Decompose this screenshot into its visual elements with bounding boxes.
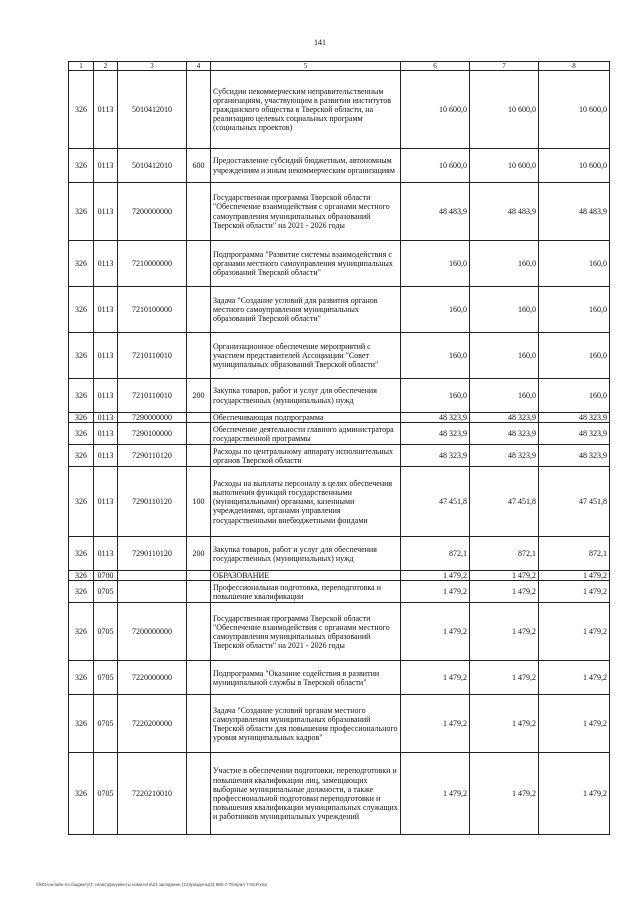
expense-type-code [187, 661, 211, 695]
amount-2025: 1 479,2 [470, 571, 539, 581]
kvsr-code: 326 [69, 379, 94, 413]
amount-2026: 160,0 [539, 287, 610, 333]
item-description: Задача "Создание условий для развития органов местного самоуправления муниципальных образований Тверской области" [211, 287, 401, 333]
expense-type-code [187, 413, 211, 423]
amount-2025: 1 479,2 [470, 581, 539, 603]
expense-type-code [187, 183, 211, 241]
kvsr-code: 326 [69, 333, 94, 379]
section-code: 0113 [94, 445, 118, 467]
table-row [69, 71, 610, 149]
expense-type-code [187, 333, 211, 379]
section-code: 0113 [94, 467, 118, 537]
expense-type-code [187, 71, 211, 149]
file-path-footer: \\fs01\онлайн-по бюджету\Т сеанс\Документы комитета\23 заседание (12)\разделы(2) 980-7-75\прил 7-8СР.xlsx [36, 882, 268, 887]
section-code: 0113 [94, 423, 118, 445]
amount-2024: 1 479,2 [401, 603, 470, 661]
table-row [69, 413, 610, 423]
target-code: 7290110120 [118, 467, 187, 537]
amount-2026: 48 323,9 [539, 445, 610, 467]
table-row [69, 571, 610, 581]
expense-type-code: 200 [187, 537, 211, 571]
kvsr-code: 326 [69, 581, 94, 603]
amount-2025: 48 483,9 [470, 183, 539, 241]
amount-2024: 48 323,9 [401, 445, 470, 467]
section-code: 0113 [94, 379, 118, 413]
amount-2026: 1 479,2 [539, 695, 610, 753]
item-description: Участие в обеспечении подготовки, переподготовки и повышения квалификации лиц, замещающих выборные муниципальные должности, а также профессиональной подготовки переподготовки и повышения квалификации муниципальных служащих и работников муниципальных учреждений [211, 753, 401, 835]
amount-2025: 47 451,8 [470, 467, 539, 537]
table-row [69, 379, 610, 413]
target-code: 7290100000 [118, 423, 187, 445]
section-code: 0113 [94, 537, 118, 571]
amount-2024: 1 479,2 [401, 695, 470, 753]
table-row [69, 333, 610, 379]
table-row [69, 149, 610, 183]
section-code: 0705 [94, 603, 118, 661]
col-header: 8 [539, 62, 610, 71]
table-row [69, 603, 610, 661]
item-description: Обеспечение деятельности главного администратора государственной программы [211, 423, 401, 445]
amount-2026: 10 600,0 [539, 71, 610, 149]
amount-2026: 48 483,9 [539, 183, 610, 241]
target-code: 7290110120 [118, 537, 187, 571]
expense-type-code: 100 [187, 467, 211, 537]
kvsr-code: 326 [69, 287, 94, 333]
amount-2025: 872,1 [470, 537, 539, 571]
amount-2026: 48 323,9 [539, 413, 610, 423]
amount-2025: 1 479,2 [470, 695, 539, 753]
section-code: 0113 [94, 149, 118, 183]
expense-type-code [187, 445, 211, 467]
item-description: Государственная программа Тверской области "Обеспечение взаимодействия с органами местного самоуправления муниципальных образований Тверской области" на 2021 - 2026 годы [211, 183, 401, 241]
section-code: 0705 [94, 753, 118, 835]
target-code: 7220200000 [118, 695, 187, 753]
target-code [118, 571, 187, 581]
table-row [69, 467, 610, 537]
target-code: 5010412010 [118, 149, 187, 183]
item-description: Закупка товаров, работ и услуг для обеспечения государственных (муниципальных) нужд [211, 537, 401, 571]
col-header: 5 [211, 62, 401, 71]
target-code: 7210000000 [118, 241, 187, 287]
amount-2024: 1 479,2 [401, 581, 470, 603]
amount-2024: 872,1 [401, 537, 470, 571]
column-number-row [69, 62, 610, 71]
kvsr-code: 326 [69, 603, 94, 661]
col-header: 7 [470, 62, 539, 71]
amount-2024: 48 483,9 [401, 183, 470, 241]
kvsr-code: 326 [69, 241, 94, 287]
table-row [69, 183, 610, 241]
section-code: 0113 [94, 183, 118, 241]
amount-2026: 10 600,0 [539, 149, 610, 183]
amount-2026: 1 479,2 [539, 753, 610, 835]
section-code: 0113 [94, 413, 118, 423]
item-description: Подпрограмма "Оказание содействия в развитии муниципальной службы в Тверской области" [211, 661, 401, 695]
amount-2026: 160,0 [539, 333, 610, 379]
page-number: 141 [314, 38, 326, 47]
target-code [118, 581, 187, 603]
item-description: ОБРАЗОВАНИЕ [211, 571, 401, 581]
amount-2024: 1 479,2 [401, 753, 470, 835]
target-code: 7220000000 [118, 661, 187, 695]
item-description: Подпрограмма "Развитие системы взаимодействия с органами местного самоуправления муниципальных образований Тверской области" [211, 241, 401, 287]
target-code: 7290110120 [118, 445, 187, 467]
section-code: 0705 [94, 581, 118, 603]
item-description: Профессиональная подготовка, переподготовка и повышение квалификации [211, 581, 401, 603]
target-code: 7220210010 [118, 753, 187, 835]
kvsr-code: 326 [69, 71, 94, 149]
amount-2025: 10 600,0 [470, 149, 539, 183]
amount-2026: 1 479,2 [539, 603, 610, 661]
item-description: Задача "Создание условий органам местного самоуправления муниципальных образований Тверской области для повышения профессионального уровня муниципальных кадров" [211, 695, 401, 753]
section-code: 0113 [94, 241, 118, 287]
expense-type-code [187, 571, 211, 581]
expense-type-code [187, 753, 211, 835]
target-code: 7210110010 [118, 333, 187, 379]
expense-type-code [187, 695, 211, 753]
col-header: 4 [187, 62, 211, 71]
item-description: Предоставление субсидий бюджетным, автономным учреждениям и иным некоммерческим организациям [211, 149, 401, 183]
amount-2025: 10 600,0 [470, 71, 539, 149]
section-code: 0705 [94, 695, 118, 753]
amount-2024: 160,0 [401, 287, 470, 333]
table-row [69, 445, 610, 467]
amount-2024: 1 479,2 [401, 661, 470, 695]
kvsr-code: 326 [69, 571, 94, 581]
amount-2024: 10 600,0 [401, 149, 470, 183]
section-code: 0113 [94, 287, 118, 333]
table-row [69, 581, 610, 603]
budget-table [68, 61, 610, 835]
amount-2025: 48 323,9 [470, 423, 539, 445]
kvsr-code: 326 [69, 695, 94, 753]
target-code: 7200000000 [118, 603, 187, 661]
target-code: 7200000000 [118, 183, 187, 241]
item-description: Организационное обеспечение мероприятий с участием представителей Ассоциации "Совет муниципальных образований Тверской области" [211, 333, 401, 379]
amount-2024: 48 323,9 [401, 413, 470, 423]
expense-type-code [187, 423, 211, 445]
item-description: Обеспечивающая подпрограмма [211, 413, 401, 423]
table-row [69, 753, 610, 835]
kvsr-code: 326 [69, 423, 94, 445]
target-code: 7290000000 [118, 413, 187, 423]
amount-2025: 1 479,2 [470, 753, 539, 835]
section-code: 0700 [94, 571, 118, 581]
section-code: 0705 [94, 661, 118, 695]
amount-2026: 160,0 [539, 379, 610, 413]
kvsr-code: 326 [69, 467, 94, 537]
expense-type-code: 600 [187, 149, 211, 183]
amount-2026: 872,1 [539, 537, 610, 571]
item-description: Расходы по центральному аппарату исполнительных органов Тверской области [211, 445, 401, 467]
target-code: 7210100000 [118, 287, 187, 333]
kvsr-code: 326 [69, 183, 94, 241]
amount-2026: 47 451,8 [539, 467, 610, 537]
amount-2024: 160,0 [401, 241, 470, 287]
table-row [69, 241, 610, 287]
kvsr-code: 326 [69, 413, 94, 423]
target-code: 5010412010 [118, 71, 187, 149]
item-description: Субсидии некоммерческим неправительственным организациям, участвующим в развитии институтов гражданского общества в Тверской области, на реализацию целевых социальных программ (социальных проектов) [211, 71, 401, 149]
expense-type-code [187, 287, 211, 333]
expense-type-code [187, 241, 211, 287]
expense-type-code: 200 [187, 379, 211, 413]
target-code: 7210110010 [118, 379, 187, 413]
col-header: 6 [401, 62, 470, 71]
kvsr-code: 326 [69, 445, 94, 467]
col-header: 3 [118, 62, 187, 71]
kvsr-code: 326 [69, 537, 94, 571]
table-row [69, 537, 610, 571]
amount-2025: 1 479,2 [470, 661, 539, 695]
kvsr-code: 326 [69, 149, 94, 183]
section-code: 0113 [94, 333, 118, 379]
amount-2026: 1 479,2 [539, 661, 610, 695]
col-header: 2 [94, 62, 118, 71]
amount-2026: 48 323,9 [539, 423, 610, 445]
amount-2024: 1 479,2 [401, 571, 470, 581]
table-row [69, 695, 610, 753]
item-description: Расходы на выплаты персоналу в целях обеспечения выполнения функций государственными (муниципальными) органами, казенными учреждениями, органами управления государственными внебюджетными фондами [211, 467, 401, 537]
amount-2025: 1 479,2 [470, 603, 539, 661]
expense-type-code [187, 581, 211, 603]
kvsr-code: 326 [69, 753, 94, 835]
amount-2026: 160,0 [539, 241, 610, 287]
amount-2024: 10 600,0 [401, 71, 470, 149]
expense-type-code [187, 603, 211, 661]
amount-2025: 160,0 [470, 287, 539, 333]
item-description: Государственная программа Тверской области "Обеспечение взаимодействия с органами местного самоуправления муниципальных образований Тверской области" на 2021 - 2026 годы [211, 603, 401, 661]
amount-2024: 160,0 [401, 379, 470, 413]
section-code: 0113 [94, 71, 118, 149]
amount-2025: 48 323,9 [470, 445, 539, 467]
amount-2024: 48 323,9 [401, 423, 470, 445]
amount-2025: 48 323,9 [470, 413, 539, 423]
amount-2024: 47 451,8 [401, 467, 470, 537]
table-row [69, 661, 610, 695]
table-row [69, 423, 610, 445]
amount-2024: 160,0 [401, 333, 470, 379]
amount-2026: 1 479,2 [539, 581, 610, 603]
kvsr-code: 326 [69, 661, 94, 695]
item-description: Закупка товаров, работ и услуг для обеспечения государственных (муниципальных) нужд [211, 379, 401, 413]
amount-2025: 160,0 [470, 379, 539, 413]
table-row [69, 287, 610, 333]
col-header: 1 [69, 62, 94, 71]
table-body [69, 71, 610, 835]
amount-2026: 1 479,2 [539, 571, 610, 581]
amount-2025: 160,0 [470, 333, 539, 379]
amount-2025: 160,0 [470, 241, 539, 287]
